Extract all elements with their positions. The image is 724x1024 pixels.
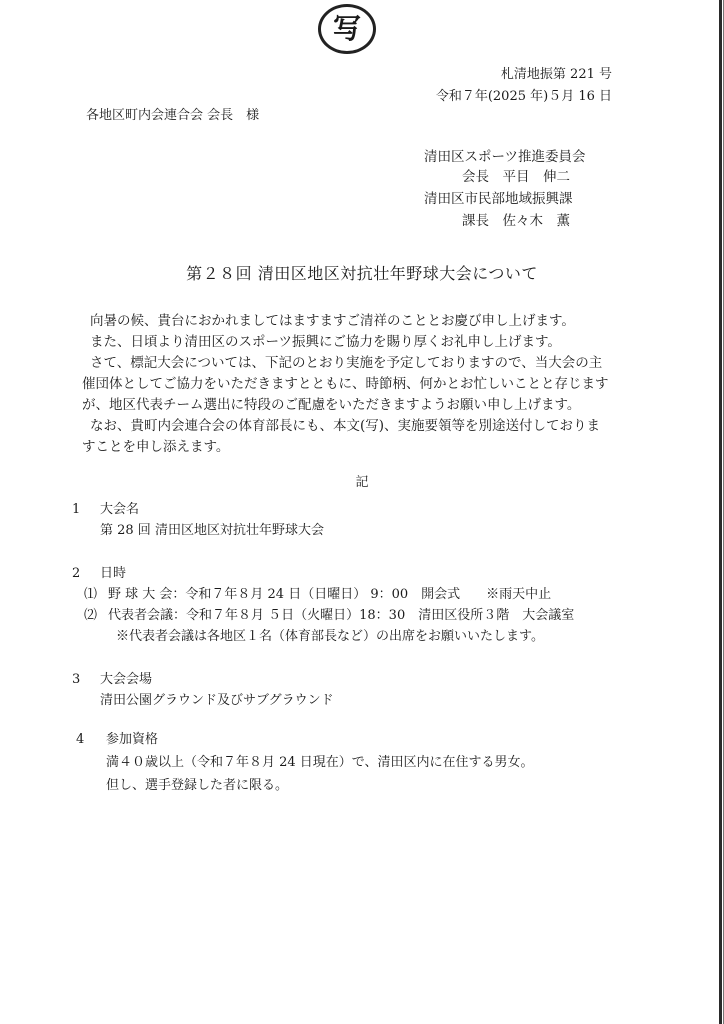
item-note: ※代表者会議は各地区１名（体育部長など）の出席をお願いいたします。 bbox=[116, 629, 544, 644]
section-title: 大会名 bbox=[100, 502, 140, 517]
section-content: 第 28 回 清田区地区対抗壮年野球大会 bbox=[100, 523, 324, 538]
section-title: 参加資格 bbox=[106, 732, 159, 747]
sender-chair-name: 会長 平目 伸二 bbox=[462, 169, 570, 185]
item-number: ⑵ bbox=[84, 608, 98, 623]
section-content: 満４０歳以上（令和７年８月 24 日現在）で、清田区内に在住する男女。 bbox=[106, 755, 534, 770]
section-number: 4 bbox=[76, 732, 85, 747]
body-line: が、地区代表チーム選出に特段のご配慮をいただきますようお願い申し上げます。 bbox=[82, 397, 581, 413]
section-title: 日時 bbox=[100, 566, 127, 581]
body-line: さて、標記大会については、下記のとおり実施を予定しておりますので、当大会の主 bbox=[90, 355, 603, 371]
body-line: 催団体としてご協力をいただきますとともに、時節柄、何かとお忙しいことと存じます bbox=[82, 376, 609, 392]
scan-edge-shadow bbox=[719, 0, 722, 1024]
document-number: 札清地振第 221 号 bbox=[500, 67, 612, 82]
document-date: 令和７年(2025 年)５月 16 日 bbox=[435, 89, 612, 104]
document-title: 第２８回 清田区地区対抗壮年野球大会について bbox=[186, 264, 538, 283]
item-text: 代表者会議：令和７年８月 ５日（火曜日）18：30 清田区役所３階 大会議室 bbox=[108, 608, 575, 623]
section-content: 清田公園グラウンド及びサブグラウンド bbox=[100, 693, 334, 708]
body-line: なお、貴町内会連合会の体育部長にも、本文(写)、実施要領等を別途送付しておりま bbox=[90, 418, 601, 434]
body-line: 向暑の候、貴台におかれましてはますますご清祥のこととお慶び申し上げます。 bbox=[90, 313, 575, 329]
section-title: 大会会場 bbox=[100, 672, 153, 687]
section-number: 3 bbox=[72, 672, 81, 687]
body-line: また、日頃より清田区のスポーツ振興にご協力を賜り厚くお礼申し上げます。 bbox=[90, 334, 561, 350]
item-number: ⑴ bbox=[84, 587, 98, 602]
body-text bbox=[82, 311, 618, 458]
copy-seal-stamp: 写 bbox=[318, 4, 376, 54]
addressee: 各地区町内会連合会 会長 様 bbox=[86, 108, 260, 123]
ki-heading: 記 bbox=[355, 475, 369, 490]
sender-department: 清田区市民部地域振興課 bbox=[424, 191, 573, 207]
section-number: 2 bbox=[72, 566, 81, 581]
body-line: すことを申し添えます。 bbox=[82, 439, 230, 455]
sender-organization: 清田区スポーツ推進委員会 bbox=[424, 149, 586, 165]
section-content: 但し、選手登録した者に限る。 bbox=[106, 778, 289, 793]
item-text: 野 球 大 会：令和７年８月 24 日（日曜日） 9：00 開会式 ※雨天中止 bbox=[108, 587, 552, 602]
sender-section-chief: 課長 佐々木 薫 bbox=[462, 213, 570, 229]
section-number: 1 bbox=[72, 502, 81, 517]
